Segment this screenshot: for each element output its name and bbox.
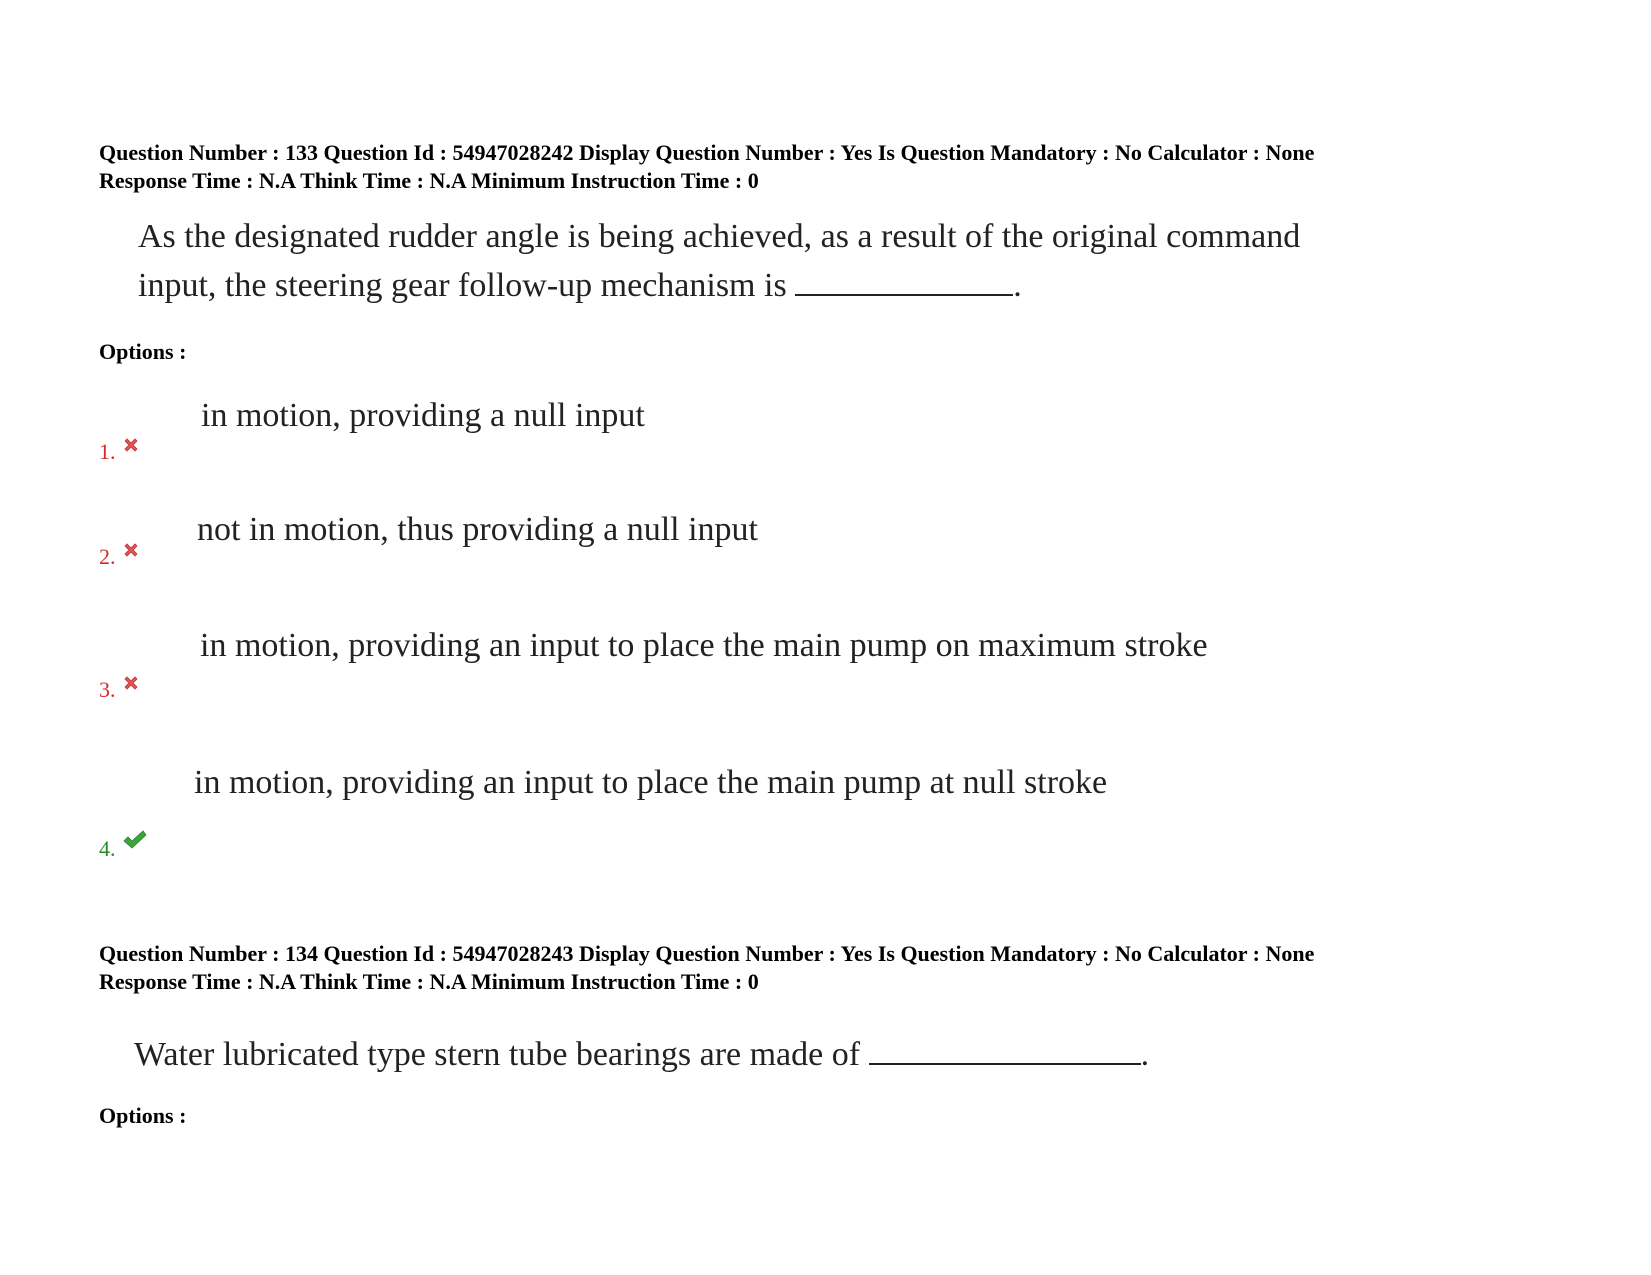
- question-133-meta-line-2: Response Time : N.A Think Time : N.A Minimum Instruction Time : 0: [99, 168, 759, 193]
- option-3-text: in motion, providing an input to place the main pump on maximum stroke: [200, 627, 1208, 664]
- check-icon: [122, 829, 148, 851]
- option-1-number: 1.: [99, 439, 116, 464]
- option-1-text: in motion, providing a null input: [201, 397, 645, 434]
- options-label: Options :: [99, 1103, 187, 1128]
- cross-icon: [122, 541, 140, 559]
- question-133-text-line-2: input, the steering gear follow-up mechanism is: [138, 267, 787, 304]
- question-133-text: [138, 212, 1300, 310]
- question-134-text-line-1: Water lubricated type stern tube bearings are made of: [134, 1036, 861, 1073]
- option-4-number: 4.: [99, 836, 116, 861]
- option-2-text: not in motion, thus providing a null input: [197, 511, 758, 548]
- option-4-marker: [99, 835, 148, 863]
- question-133-text-line-2-wrap: input, the steering gear follow-up mechanism is .: [138, 261, 1300, 310]
- option-2-number: 2.: [99, 544, 116, 569]
- cross-icon: [122, 436, 140, 454]
- option-3-number: 3.: [99, 677, 116, 702]
- cross-icon: [122, 674, 140, 692]
- option-4-text: in motion, providing an input to place the main pump at null stroke: [194, 764, 1108, 801]
- answer-blank: [869, 1033, 1141, 1065]
- options-label: Options :: [99, 339, 187, 364]
- option-1-marker: [99, 438, 140, 466]
- question-134-text: Water lubricated type stern tube bearings are made of .: [134, 1030, 1149, 1079]
- question-134-meta-line-1: Question Number : 134 Question Id : 54947028243 Display Question Number : Yes Is Question Mandatory : No Calculator : None: [99, 941, 1315, 966]
- question-134-meta-line-2: Response Time : N.A Think Time : N.A Minimum Instruction Time : 0: [99, 969, 759, 994]
- option-3-marker: [99, 676, 140, 704]
- question-133-meta-line-1: Question Number : 133 Question Id : 54947028242 Display Question Number : Yes Is Question Mandatory : No Calculator : None: [99, 140, 1315, 165]
- option-2-marker: [99, 543, 140, 571]
- question-133-text-line-1: As the designated rudder angle is being achieved, as a result of the original command: [138, 218, 1301, 255]
- answer-blank: [795, 264, 1013, 296]
